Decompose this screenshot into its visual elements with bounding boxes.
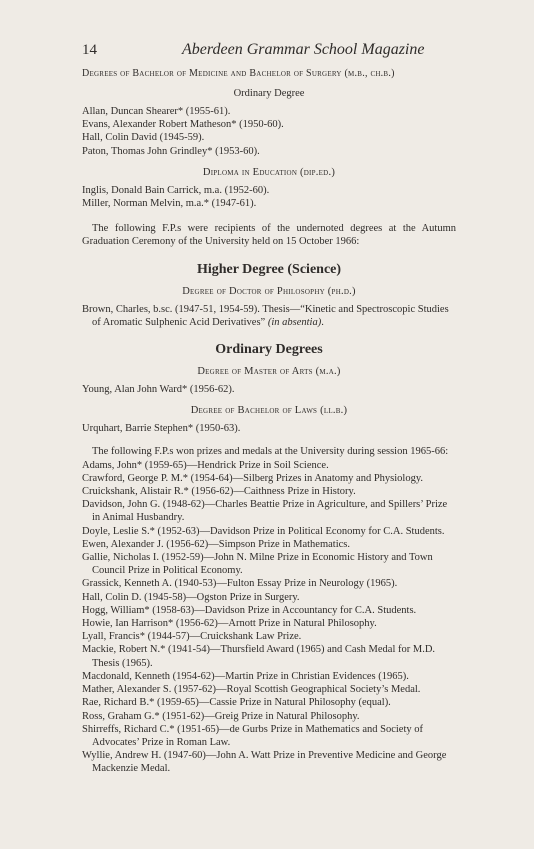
list-item: Grassick, Kenneth A. (1940-53)—Fulton Essay Prize in Neurology (1965). <box>82 578 398 590</box>
list-item <box>82 303 456 329</box>
diploma-education-heading: Diploma in Education (dip.ed.) <box>202 166 336 178</box>
list-item: Gallie, Nicholas I. (1952-59)—John N. Milne Prize in Economic History and Town Council Prize in Political Economy. <box>82 552 433 577</box>
phd-entry-text: Brown, Charles, b.sc. (1947-51, 1954-59). Thesis—“Kinetic and Spectroscopic Studies of Aromatic Sulphenic Acid Derivatives” <box>82 303 449 328</box>
list-item: Howie, Ian Harrison* (1956-62)—Arnott Prize in Natural Philosophy. <box>82 618 377 630</box>
list-item: Miller, Norman Melvin, m.a.* (1947-61). <box>82 198 257 210</box>
page-body <box>82 67 456 776</box>
list-item: Doyle, Leslie S.* (1952-63)—Davidson Prize in Political Economy for C.A. Students. <box>82 525 445 537</box>
diploma-list <box>82 184 456 210</box>
list-item: Macdonald, Kenneth (1954-62)—Martin Prize in Christian Evidences (1965). <box>82 670 409 682</box>
list-item: Rae, Richard B.* (1959-65)—Cassie Prize in Natural Philosophy (equal). <box>82 697 391 709</box>
page-number: 14 <box>82 42 97 58</box>
phd-heading: Degree of Doctor of Philosophy (ph.d.) <box>182 285 356 297</box>
list-item: Crawford, George P. M.* (1954-64)—Silberg Prizes in Anatomy and Physiology. <box>82 472 424 484</box>
llb-heading: Degree of Bachelor of Laws (ll.b.) <box>190 405 348 417</box>
page-header <box>82 42 482 62</box>
ma-heading: Degree of Master of Arts (m.a.) <box>197 366 341 378</box>
list-item: Paton, Thomas John Grindley* (1953-60). <box>82 145 260 157</box>
phd-entry-end: . <box>321 316 324 328</box>
list-item: Allan, Duncan Shearer* (1955-61). <box>82 106 231 117</box>
ordinary-degrees-title: Ordinary Degrees <box>215 342 323 358</box>
list-item: Hogg, William* (1958-63)—Davidson Prize in Accountancy for C.A. Students. <box>82 604 417 616</box>
list-item: Adams, John* (1959-65)—Hendrick Prize in Soil Science. <box>82 459 329 471</box>
list-item: Ewen, Alexander J. (1956-62)—Simpson Prize in Mathematics. <box>82 538 350 550</box>
list-item: Davidson, John G. (1948-62)—Charles Beattie Prize in Agriculture, and Spillers’ Prize in Animal Husbandry. <box>82 499 448 524</box>
list-item: Mather, Alexander S. (1957-62)—Royal Scottish Geographical Society’s Medal. <box>82 684 421 696</box>
ma-list <box>82 383 456 396</box>
mbchb-heading: Degrees of Bachelor of Medicine and Bachelor of Surgery (m.b., ch.b.) <box>82 68 395 79</box>
mbchb-list <box>82 105 456 158</box>
autumn-graduation-intro: The following F.P.s were recipients of the undernoted degrees at the Autumn Graduation Ceremony of the University held on 15 October 1966: <box>82 223 456 248</box>
journal-title: Aberdeen Grammar School Magazine <box>182 41 425 58</box>
list-item: Young, Alan John Ward* (1956-62). <box>82 384 235 396</box>
list-item: Hall, Colin David (1945-59). <box>82 132 205 144</box>
higher-degree-title: Higher Degree (Science) <box>196 261 342 277</box>
prizes-list <box>82 459 456 776</box>
ordinary-degree-subheading: Ordinary Degree <box>233 88 305 99</box>
prizes-intro: The following F.P.s won prizes and medals at the University during session 1965-66: <box>92 446 449 458</box>
list-item: Shirreffs, Richard C.* (1951-65)—de Gurbs Prize in Mathematics and Society of Advocates’ Prize in Roman Law. <box>82 723 423 748</box>
list-item: Evans, Alexander Robert Matheson* (1950-60). <box>82 119 284 131</box>
llb-list <box>82 422 456 435</box>
list-item: Wyllie, Andrew H. (1947-60)—John A. Watt Prize in Preventive Medicine and George Mackenzie Medal. <box>82 750 447 775</box>
list-item: Cruickshank, Alistair R.* (1956-62)—Caithness Prize in History. <box>82 486 356 498</box>
list-item: Ross, Graham G.* (1951-62)—Greig Prize in Natural Philosophy. <box>82 710 360 722</box>
in-absentia-note: (in absentia) <box>267 316 322 328</box>
list-item: Mackie, Robert N.* (1941-54)—Thursfield Award (1965) and Cash Medal for M.D. Thesis (1965). <box>82 644 436 669</box>
list-item: Lyall, Francis* (1944-57)—Cruickshank Law Prize. <box>82 631 302 643</box>
list-item: Hall, Colin D. (1945-58)—Ogston Prize in Surgery. <box>82 591 300 603</box>
list-item: Urquhart, Barrie Stephen* (1950-63). <box>82 423 241 435</box>
list-item: Inglis, Donald Bain Carrick, m.a. (1952-60). <box>82 184 270 196</box>
phd-list <box>82 303 456 329</box>
